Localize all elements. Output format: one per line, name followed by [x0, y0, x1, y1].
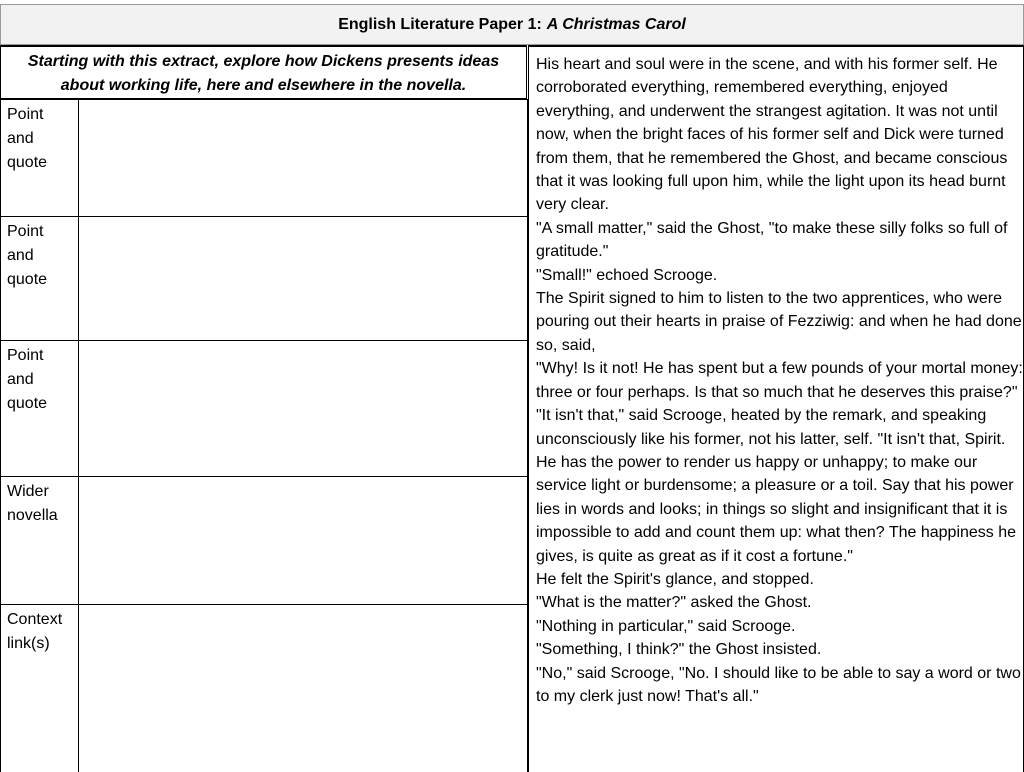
extract-paragraph: The Spirit signed to him to listen to the two apprentices, who were pouring out their hearts in praise of Fezziwig: and when he had done so, said, [536, 290, 1022, 354]
row-label: Point and quote [0, 217, 79, 340]
extract-paragraph: "Something, I think?" the Ghost insisted. [536, 641, 822, 659]
extract-paragraph: "Why! Is it not! He has spent but a few pounds of your mortal money: three or four perhaps. Is that so much that he deserves this praise?" [536, 360, 1023, 401]
response-row-3 [0, 340, 528, 476]
extract-paragraph: "Small!" echoed Scrooge. [536, 266, 718, 284]
response-row-4 [0, 476, 528, 604]
response-grid [0, 45, 528, 769]
extract-paragraph: He felt the Spirit's glance, and stopped. [536, 570, 814, 588]
answer-cell-3[interactable] [79, 341, 528, 476]
worksheet [0, 4, 1024, 768]
extract-paragraph: His heart and soul were in the scene, and with his former self. He corroborated everything, remembered everything, enjoyed everything, and underwent the strangest agitation. It was not until now, when the bright faces of his former self and Dick were turned from them, that he remembered the Ghost, and became conscious that it was looking full upon him, while the light upon its head burnt very clear. [536, 56, 1008, 214]
response-row-1 [0, 99, 528, 216]
extract-paragraph: "It isn't that," said Scrooge, heated by the remark, and speaking unconsciously like his former, not his latter, self. "It isn't that, Spirit. He has the power to render us happy or unhappy; to make our service light or burdensome; a pleasure or a toil. Say that his power lies in words and looks; in things so slight and insignificant that it is impossible to add and count them up: what then? The happiness he gives, is quite as great as if it cost a fortune." [536, 407, 1017, 565]
answer-cell-1[interactable] [79, 100, 528, 216]
title-italic: A Christmas Carol [546, 15, 686, 33]
row-label: Point and quote [0, 341, 79, 476]
extract-paragraph: "A small matter," said the Ghost, "to make these silly folks so full of gratitude." [536, 219, 1008, 261]
page-title [0, 4, 1024, 45]
extract-paragraph: "What is the matter?" asked the Ghost. [536, 594, 812, 612]
answer-cell-2[interactable] [79, 217, 528, 340]
row-label: Context link(s) [0, 605, 79, 772]
response-row-5 [0, 604, 528, 772]
response-row-2 [0, 216, 528, 340]
extract-text [528, 45, 1024, 772]
extract-paragraph: "Nothing in particular," said Scrooge. [536, 617, 796, 635]
row-label: Wider novella [0, 477, 79, 604]
title-plain: English Literature Paper 1: [338, 15, 542, 33]
extract-paragraph: "No," said Scrooge, "No. I should like to be able to say a word or two to my clerk just now! That's all." [536, 664, 1021, 705]
answer-cell-5[interactable] [79, 605, 528, 772]
row-label: Point and quote [0, 100, 79, 216]
answer-cell-4[interactable] [79, 477, 528, 604]
question-prompt: Starting with this extract, explore how Dickens presents ideas about working life, here and elsewhere in the novella. [0, 45, 527, 99]
